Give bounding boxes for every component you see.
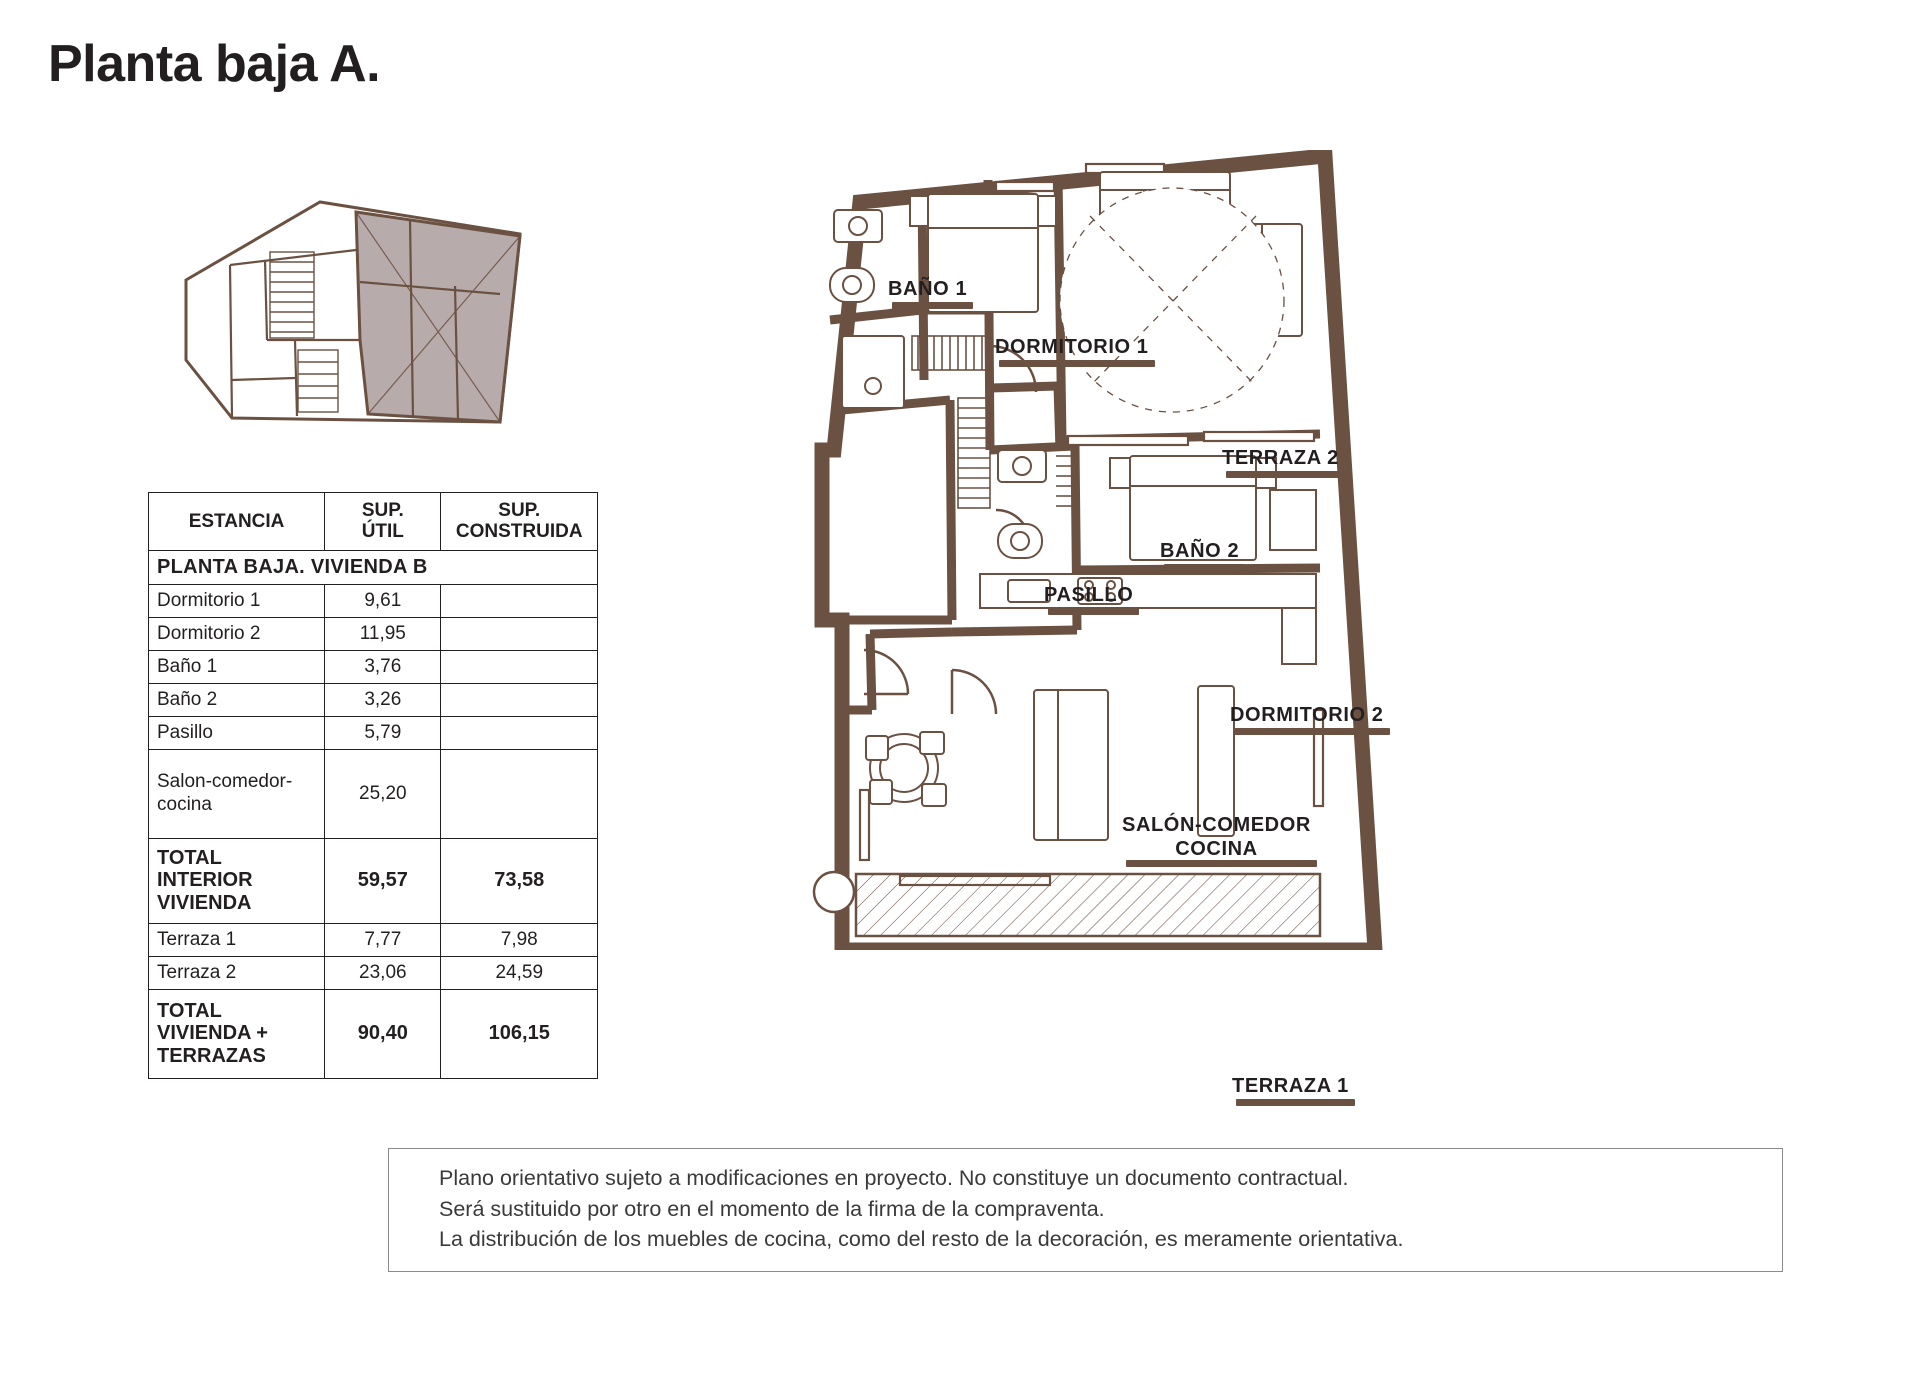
table-row-total-all (149, 989, 598, 1078)
row-label: Dormitorio 1 (149, 584, 325, 617)
header-sup-construida (441, 493, 598, 551)
header-sup-construida-line1: SUP. (498, 500, 541, 521)
header-sup-util-line2: ÚTIL (361, 521, 404, 543)
header-sup-util-line1: SUP. (361, 500, 404, 521)
row-sup-util: 7,77 (325, 923, 441, 956)
row-sup-construida (441, 749, 598, 838)
room-label-text-line1: SALÓN-COMEDOR (1122, 814, 1311, 836)
bathroom-2-fixtures (998, 450, 1072, 558)
row-label: Pasillo (149, 716, 325, 749)
room-label-terraza-2 (1222, 447, 1339, 471)
row-sup-util: 11,95 (325, 617, 441, 650)
room-label-text: TERRAZA 2 (1222, 447, 1339, 469)
keyplan-highlight-unit (356, 212, 520, 422)
row-label: Salon-comedor-cocina (149, 749, 325, 838)
row-sup-construida (441, 584, 598, 617)
row-sup-construida (441, 683, 598, 716)
disclaimer-note (388, 1148, 1783, 1272)
row-sup-util: 23,06 (325, 956, 441, 989)
row-label: Baño 1 (149, 650, 325, 683)
room-label-bano-2 (1160, 540, 1239, 564)
page-title: Planta baja A. (48, 35, 381, 93)
table-row (149, 650, 598, 683)
room-label-text: DORMITORIO 1 (995, 336, 1149, 358)
row-sup-construida: 73,58 (441, 838, 598, 923)
table-row (149, 956, 598, 989)
row-sup-construida (441, 617, 598, 650)
row-sup-util: 90,40 (325, 989, 441, 1078)
header-sup-util (325, 493, 441, 551)
room-label-terraza-1 (1232, 1075, 1349, 1099)
surface-area-table (148, 492, 598, 1079)
row-sup-construida: 24,59 (441, 956, 598, 989)
table-row (149, 584, 598, 617)
room-label-dormitorio-2 (1230, 704, 1384, 728)
row-label: TOTAL VIVIENDA + TERRAZAS (149, 989, 325, 1078)
row-label: Terraza 2 (149, 956, 325, 989)
row-sup-util: 3,76 (325, 650, 441, 683)
row-sup-construida: 106,15 (441, 989, 598, 1078)
row-sup-construida (441, 716, 598, 749)
terrace-1-area (814, 872, 1320, 936)
table-row (149, 749, 598, 838)
row-sup-util: 5,79 (325, 716, 441, 749)
table-header-row (149, 493, 598, 551)
table-section-row (149, 550, 598, 584)
room-label-text: BAÑO 1 (888, 278, 968, 300)
room-label-text: DORMITORIO 2 (1230, 704, 1384, 726)
disclaimer-line-1: Plano orientativo sujeto a modificaciones en proyecto. No constituye un documento contractual. (439, 1166, 1349, 1190)
table-row (149, 683, 598, 716)
room-label-text-line2: COCINA (1175, 837, 1258, 860)
room-label-dormitorio-1 (995, 336, 1149, 360)
row-label: Dormitorio 2 (149, 617, 325, 650)
row-label: Terraza 1 (149, 923, 325, 956)
location-key-plan (170, 190, 530, 440)
header-sup-construida-line2: CONSTRUIDA (455, 521, 583, 543)
row-sup-construida: 7,98 (441, 923, 598, 956)
row-sup-util: 59,57 (325, 838, 441, 923)
row-sup-util: 3,26 (325, 683, 441, 716)
table-row (149, 617, 598, 650)
disclaimer-line-3: La distribución de los muebles de cocina, como del resto de la decoración, es meramente orientativa. (439, 1227, 1404, 1252)
terrace-2-furniture (1060, 172, 1302, 412)
table-row (149, 923, 598, 956)
room-label-text: TERRAZA 1 (1232, 1075, 1349, 1097)
section-title: PLANTA BAJA. VIVIENDA B (149, 550, 598, 584)
row-label: TOTAL INTERIOR VIVIENDA (149, 838, 325, 923)
row-sup-util: 25,20 (325, 749, 441, 838)
room-label-pasillo (1044, 584, 1133, 608)
table-row (149, 716, 598, 749)
row-label: Baño 2 (149, 683, 325, 716)
table-row-total-interior (149, 838, 598, 923)
header-estancia: ESTANCIA (149, 493, 325, 551)
room-label-text: PASILLO (1044, 584, 1134, 606)
kitchen-furniture (980, 574, 1316, 664)
room-label-salon-comedor-cocina (1122, 814, 1311, 861)
room-label-text: BAÑO 2 (1160, 540, 1240, 562)
room-label-bano-1 (888, 278, 967, 302)
row-sup-util: 9,61 (325, 584, 441, 617)
row-sup-construida (441, 650, 598, 683)
disclaimer-line-2: Será sustituido por otro en el momento de la firma de la compraventa. (439, 1196, 1105, 1221)
